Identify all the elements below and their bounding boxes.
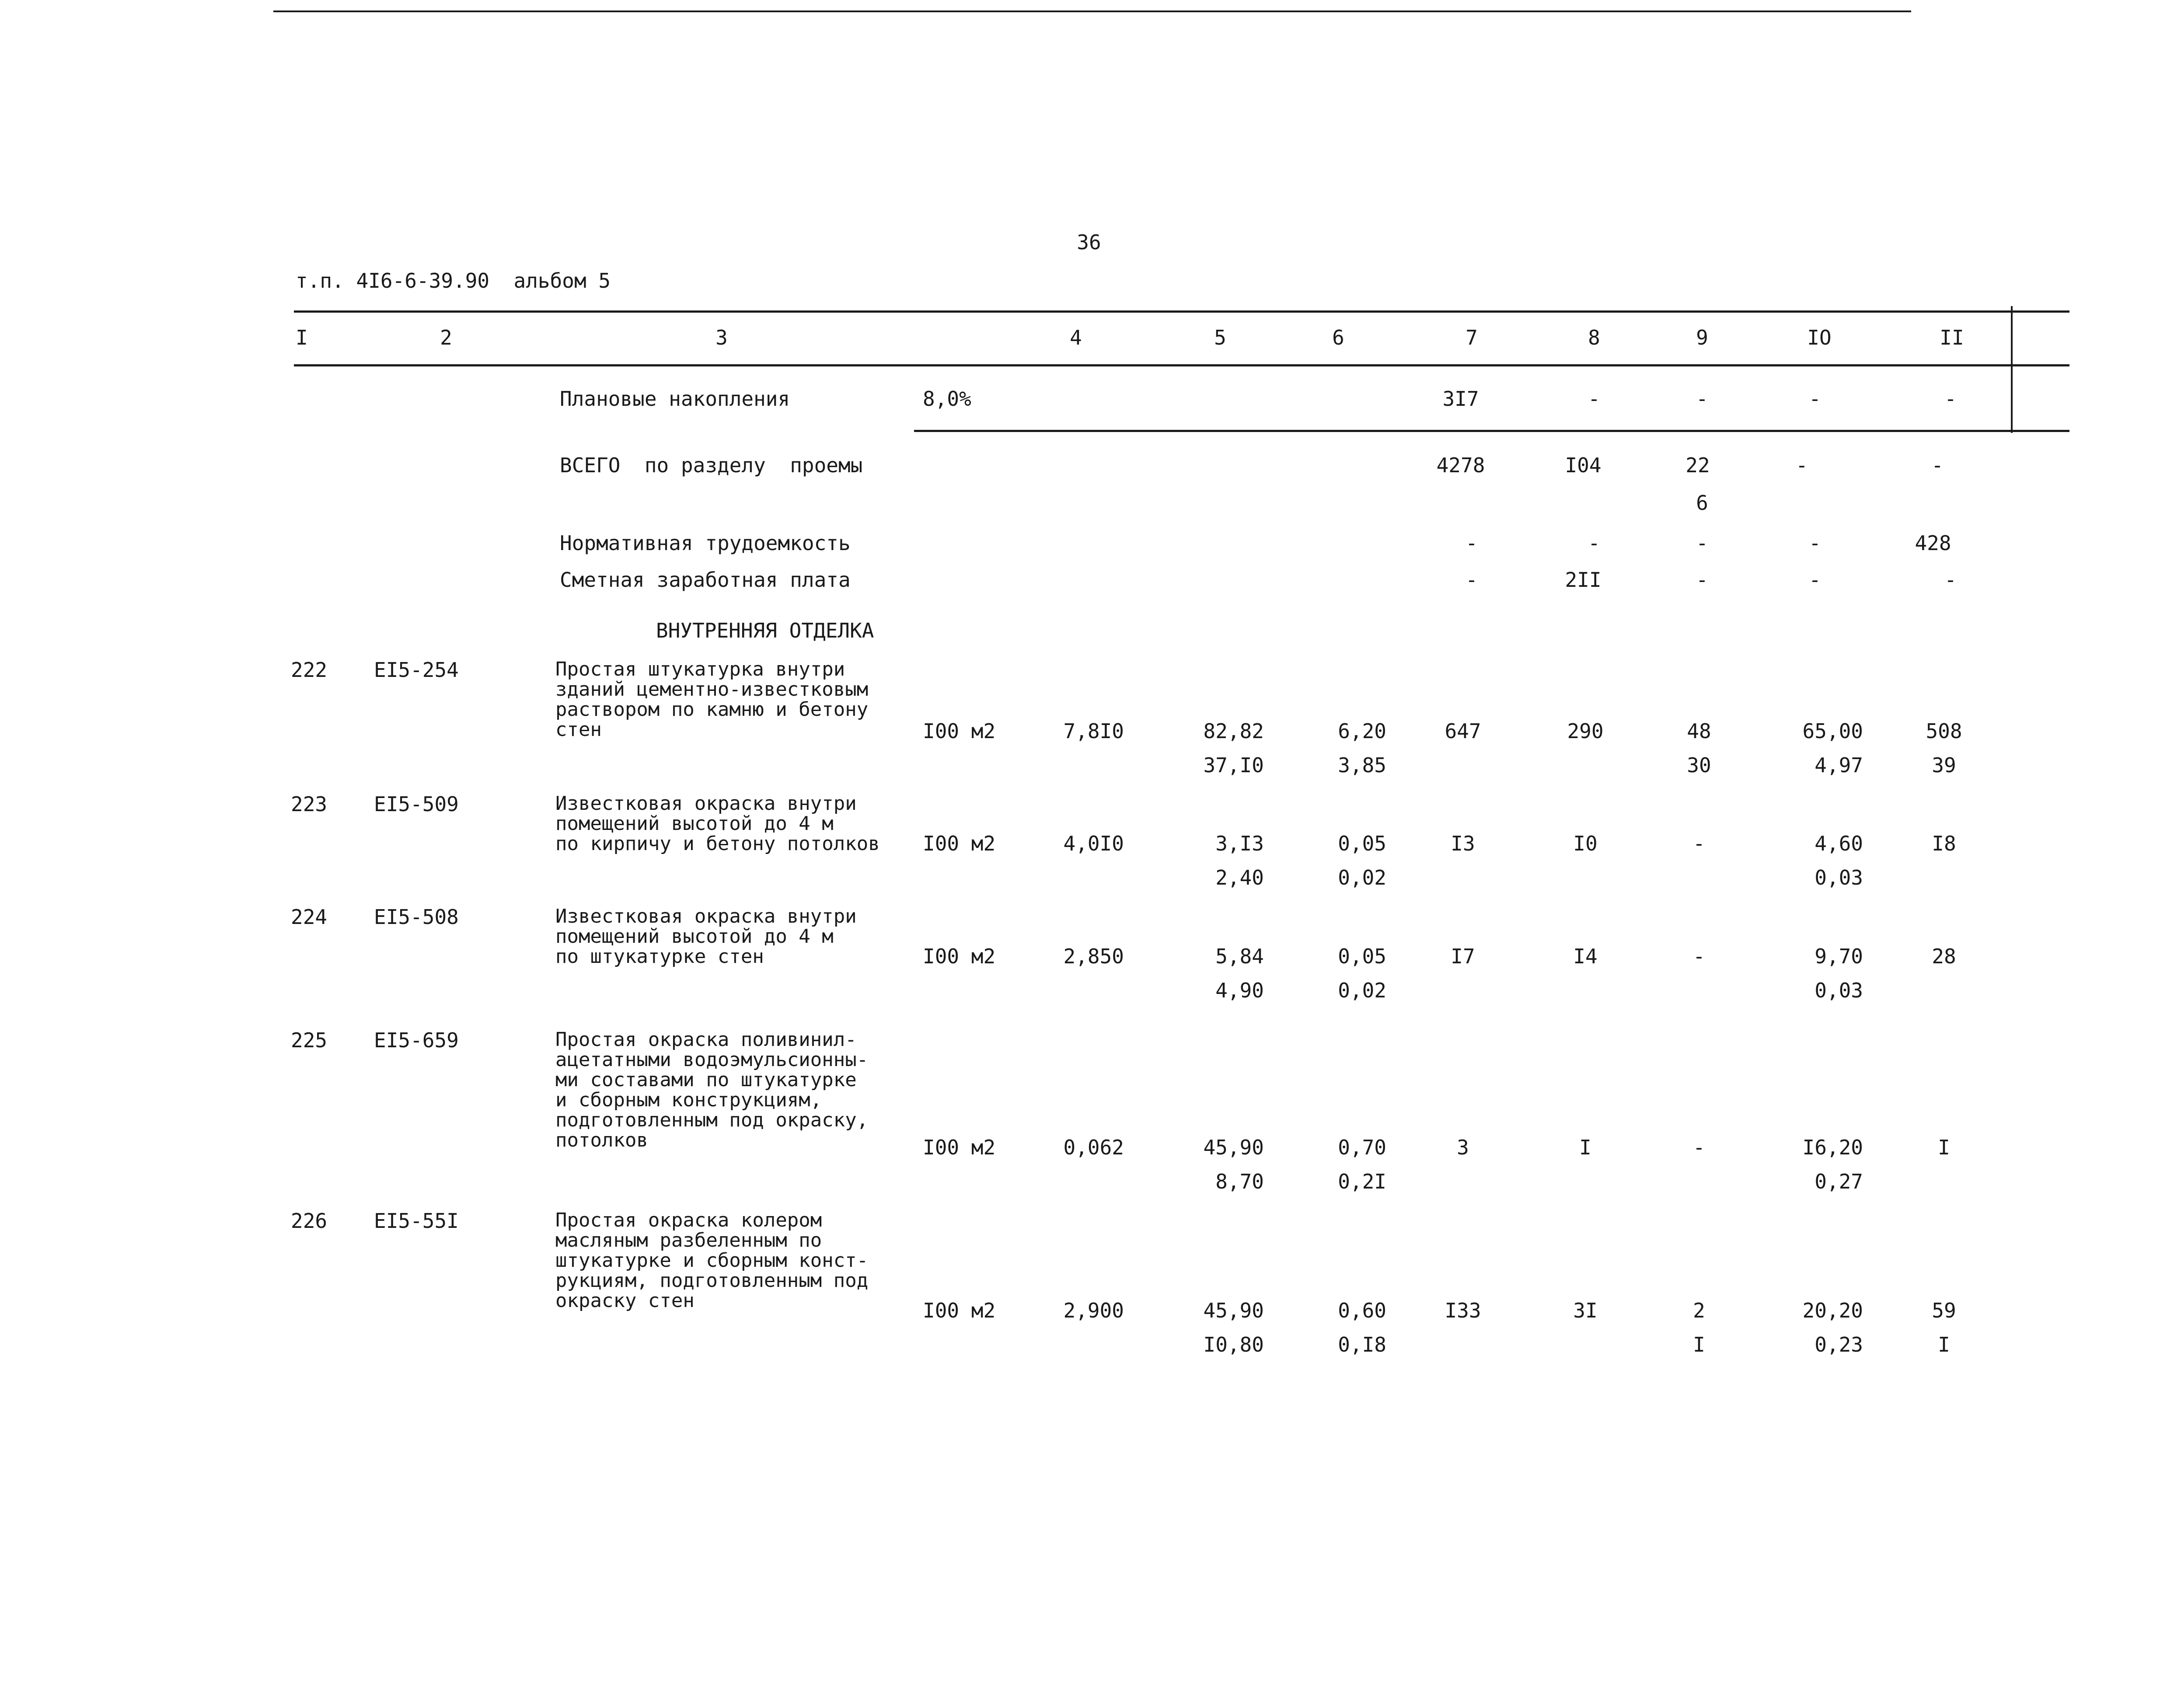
item-c5: 5,84: [1215, 945, 1264, 968]
item-number: 226: [291, 1209, 328, 1233]
item-description: Простая окраска колером масляным разбеленным по штукатурке и сборным конст- рукциям, подготовленным под окраску стен: [555, 1209, 869, 1312]
summary-col8: I04: [1565, 453, 1602, 477]
item-c5: 45,90: [1203, 1136, 1264, 1159]
item-c5: 3,I3: [1215, 832, 1264, 855]
item-c11: 508: [1926, 719, 1962, 743]
summary-col9: -: [1696, 531, 1708, 555]
item-qty: 2,850: [1063, 945, 1124, 968]
item-c10: I6,20: [1802, 1136, 1863, 1159]
item-description: Простая штукатурка внутри зданий цементно-известковым раствором по камню и бетону стен: [555, 658, 869, 741]
item-c9: -: [1693, 945, 1705, 968]
section-title: ВНУТРЕННЯЯ ОТДЕЛКА: [656, 619, 874, 642]
summary-col9: 22: [1685, 453, 1710, 477]
item-c6b: 3,85: [1338, 753, 1386, 777]
item-c9: -: [1693, 1136, 1705, 1159]
item-qty: 2,900: [1063, 1299, 1124, 1322]
item-c7: 3: [1457, 1136, 1469, 1159]
summary-label: Плановые накопления: [560, 387, 790, 411]
item-c8: 3I: [1573, 1299, 1598, 1322]
top-edge-rule: [273, 10, 1911, 12]
summary-col11: -: [1944, 568, 1957, 592]
item-unit: I00 м2: [923, 832, 996, 855]
summary-col8: 2II: [1565, 568, 1602, 592]
item-c5b: I0,80: [1203, 1333, 1264, 1356]
item-number: 224: [291, 905, 328, 929]
item-code: EI5-254: [374, 658, 459, 682]
item-c10: 4,60: [1815, 832, 1863, 855]
summary-col7: 4278: [1436, 453, 1485, 477]
item-c10: 9,70: [1815, 945, 1863, 968]
item-c9b: 30: [1687, 753, 1711, 777]
item-c8: I: [1579, 1136, 1591, 1159]
summary-col9: -: [1696, 568, 1708, 592]
item-c10: 20,20: [1802, 1299, 1863, 1322]
item-c9b: I: [1693, 1333, 1705, 1356]
column-header-5: 5: [1214, 326, 1226, 349]
item-c6b: 0,02: [1338, 979, 1386, 1002]
item-c7: I3: [1451, 832, 1475, 855]
table-top-rule: [294, 310, 2069, 313]
item-c6: 0,70: [1338, 1136, 1386, 1159]
item-unit: I00 м2: [923, 1136, 996, 1159]
item-c5b: 2,40: [1215, 866, 1264, 889]
item-c10: 65,00: [1802, 719, 1863, 743]
item-c11: 28: [1932, 945, 1956, 968]
column-header-11: II: [1940, 326, 1964, 349]
item-c5b: 8,70: [1215, 1170, 1264, 1193]
item-c10b: 0,03: [1815, 979, 1863, 1002]
column-header-1: I: [296, 326, 308, 349]
item-unit: I00 м2: [923, 945, 996, 968]
item-number: 223: [291, 792, 328, 816]
column-header-2: 2: [440, 326, 452, 349]
item-c8: I4: [1573, 945, 1598, 968]
item-c11: I: [1938, 1136, 1950, 1159]
column-header-10: IO: [1807, 326, 1832, 349]
summary-col7: 3I7: [1442, 387, 1479, 411]
summary-col11: -: [1931, 453, 1944, 477]
item-unit: I00 м2: [923, 719, 996, 743]
summary-label: ВСЕГО по разделу проемы: [560, 453, 863, 477]
item-c9: 2: [1693, 1299, 1705, 1322]
item-unit: I00 м2: [923, 1299, 996, 1322]
summary-col10: -: [1809, 387, 1821, 411]
item-c5b: 4,90: [1215, 979, 1264, 1002]
page-number: 36: [1077, 230, 1101, 254]
item-c6: 6,20: [1338, 719, 1386, 743]
item-c11b: 39: [1932, 753, 1956, 777]
table-summary-rule: [914, 430, 2069, 432]
item-code: EI5-55I: [374, 1209, 459, 1233]
summary-col10: -: [1809, 568, 1821, 592]
summary-col11: -: [1944, 387, 1957, 411]
summary-col8: -: [1588, 387, 1600, 411]
item-c9: 48: [1687, 719, 1711, 743]
summary-col9: -: [1696, 387, 1708, 411]
item-code: EI5-509: [374, 792, 459, 816]
item-c9: -: [1693, 832, 1705, 855]
item-c8: I0: [1573, 832, 1598, 855]
item-c11: I8: [1932, 832, 1956, 855]
summary-col9-second: 6: [1696, 491, 1708, 515]
item-c5: 82,82: [1203, 719, 1264, 743]
column-header-7: 7: [1466, 326, 1478, 349]
summary-label: Нормативная трудоемкость: [560, 531, 851, 555]
item-code: EI5-508: [374, 905, 459, 929]
summary-col11: 428: [1915, 531, 1951, 555]
item-number: 222: [291, 658, 328, 682]
item-c6b: 0,2I: [1338, 1170, 1386, 1193]
summary-label: Сметная заработная плата: [560, 568, 851, 592]
column-header-9: 9: [1696, 326, 1708, 349]
item-c10b: 4,97: [1815, 753, 1863, 777]
item-c11: 59: [1932, 1299, 1956, 1322]
item-c7: I33: [1445, 1299, 1481, 1322]
item-description: Известковая окраска внутри помещений высотой до 4 м по кирпичу и бетону потолков: [555, 792, 880, 855]
document-reference: т.п. 4I6-6-39.90 альбом 5: [296, 269, 611, 293]
item-c7: 647: [1445, 719, 1481, 743]
item-c5b: 37,I0: [1203, 753, 1264, 777]
item-qty: 0,062: [1063, 1136, 1124, 1159]
item-number: 225: [291, 1028, 328, 1052]
item-c6b: 0,I8: [1338, 1333, 1386, 1356]
summary-col8: -: [1588, 531, 1600, 555]
item-c7: I7: [1451, 945, 1475, 968]
column-header-3: 3: [715, 326, 728, 349]
table-right-border: [2011, 306, 2013, 433]
column-header-4: 4: [1070, 326, 1082, 349]
summary-percent: 8,0%: [923, 387, 971, 411]
item-c10b: 0,27: [1815, 1170, 1863, 1193]
item-description: Известковая окраска внутри помещений высотой до 4 м по штукатурке стен: [555, 905, 857, 968]
item-c8: 290: [1567, 719, 1604, 743]
item-c6: 0,05: [1338, 832, 1386, 855]
summary-col10: -: [1796, 453, 1808, 477]
summary-col7: -: [1466, 568, 1478, 592]
item-c5: 45,90: [1203, 1299, 1264, 1322]
item-code: EI5-659: [374, 1028, 459, 1052]
item-c11b: I: [1938, 1333, 1950, 1356]
table-header-rule: [294, 364, 2069, 366]
item-c6: 0,05: [1338, 945, 1386, 968]
item-qty: 7,8I0: [1063, 719, 1124, 743]
item-c6: 0,60: [1338, 1299, 1386, 1322]
item-c10b: 0,23: [1815, 1333, 1863, 1356]
summary-col10: -: [1809, 531, 1821, 555]
item-c6b: 0,02: [1338, 866, 1386, 889]
item-c10b: 0,03: [1815, 866, 1863, 889]
column-header-8: 8: [1588, 326, 1600, 349]
item-qty: 4,0I0: [1063, 832, 1124, 855]
column-header-6: 6: [1332, 326, 1344, 349]
item-description: Простая окраска поливинил- ацетатными водоэмульсионны- ми составами по штукатурке и сборным конструкциям, подготовленным под окраску, потолков: [555, 1028, 869, 1151]
summary-col7: -: [1466, 531, 1478, 555]
